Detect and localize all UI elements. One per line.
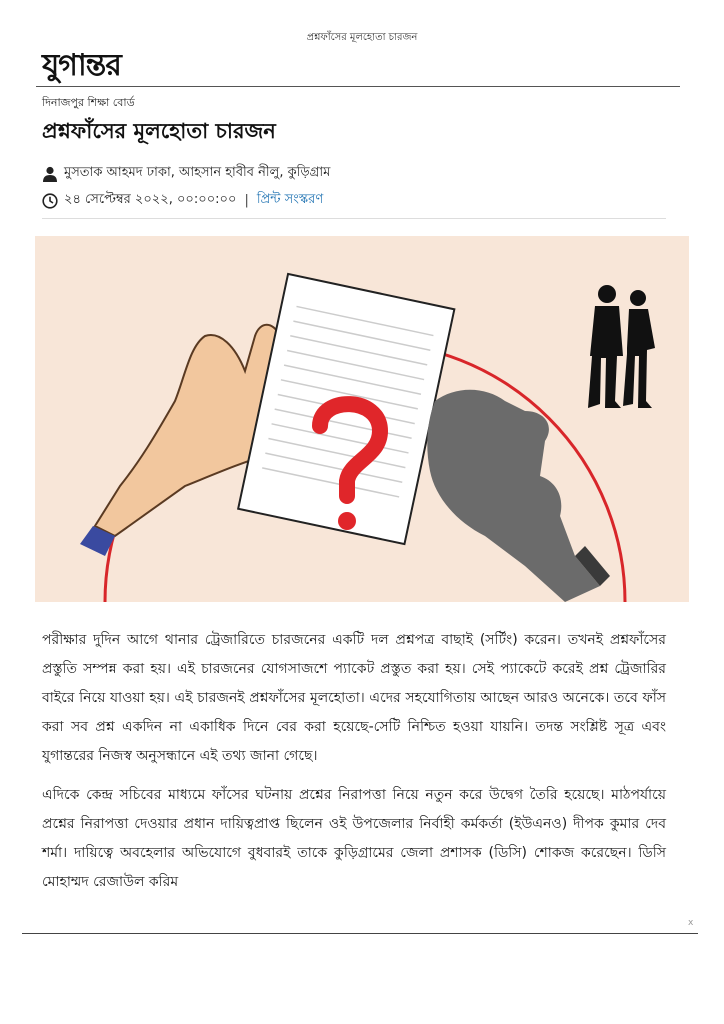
newspaper-logo[interactable]: যুগান্তর [42, 48, 121, 83]
article-paragraph: এদিকে কেন্দ্র সচিবের মাধ্যমে ফাঁসের ঘটনায় প্রশ্নের নিরাপত্তা নিয়ে নতুন করে উদ্বেগ তৈরি হয়েছে। মাঠপর্যায়ে প্রশ্নের নিরাপত্তা দেওয়ার প্রধান দায়িত্বপ্রাপ্ত ছিলেন ওই উপজেলার নির্বাহী কর্মকর্তা (ইউএনও) দীপক কুমার দেব শর্মা। দায়িত্বে অবহেলার অভিযোগে বুধবারই তাকে কুড়িগ্রামের জেলা প্রশাসক (ডিসি) শোকজ করেছেন। ডিসি মোহাম্মদ রেজাউল করিম [42, 787, 666, 890]
article-body [42, 626, 666, 907]
article-paragraph: পরীক্ষার দুদিন আগে থানার ট্রেজারিতে চারজনের একটি দল প্রশ্নপত্র বাছাই (সর্টিং) করেন। তখনই প্রশ্নফাঁসের প্রস্তুতি সম্পন্ন করা হয়। এই চারজনের যোগসাজশে প্যাকেট প্রস্তুত করা হয়। সেই প্যাকেটে করেই প্রশ্ন ট্রেজারির বাইরে নিয়ে যাওয়া হয়। এই চারজনই প্রশ্নফাঁসের মূলহোতা। এদের সহযোগিতায় আছেন আরও অনেকে। তবে ফাঁস করা সব প্রশ্ন একদিন না একাধিক দিনে বের করা হয়েছে-সেটি নিশ্চিত হওয়া যায়নি। তদন্ত সংশ্লিষ্ট সূত্র এবং যুগান্তরের নিজস্ব অনুসন্ধানে এই তথ্য জানা গেছে। [42, 632, 666, 764]
page-header-caption: প্রশ্নফাঁসের মূলহোতা চারজন [306, 32, 418, 43]
category-label[interactable]: দিনাজপুর শিক্ষা বোর্ড [42, 96, 135, 109]
clock-icon [42, 193, 58, 209]
date-row [42, 190, 323, 211]
user-icon [42, 166, 58, 182]
article-headline: প্রশ্নফাঁসের মূলহোতা চারজন [42, 119, 276, 143]
print-edition-link[interactable]: প্রিন্ট সংস্করণ [256, 192, 324, 207]
meta-divider [42, 218, 666, 219]
meta-separator: | [244, 193, 249, 208]
author-row [42, 163, 330, 184]
article-illustration [35, 236, 689, 602]
header-divider [36, 86, 680, 87]
close-icon[interactable]: x [688, 918, 694, 928]
author-names: মুসতাক আহমদ ঢাকা, আহসান হাবীব নীলু, কুড়িগ্রাম [64, 165, 331, 180]
publish-date: ২৪ সেপ্টেম্বর ২০২২, ০০:০০:০০ [64, 192, 237, 207]
footer-divider [22, 933, 698, 934]
page-bottom-mask [0, 933, 724, 1024]
